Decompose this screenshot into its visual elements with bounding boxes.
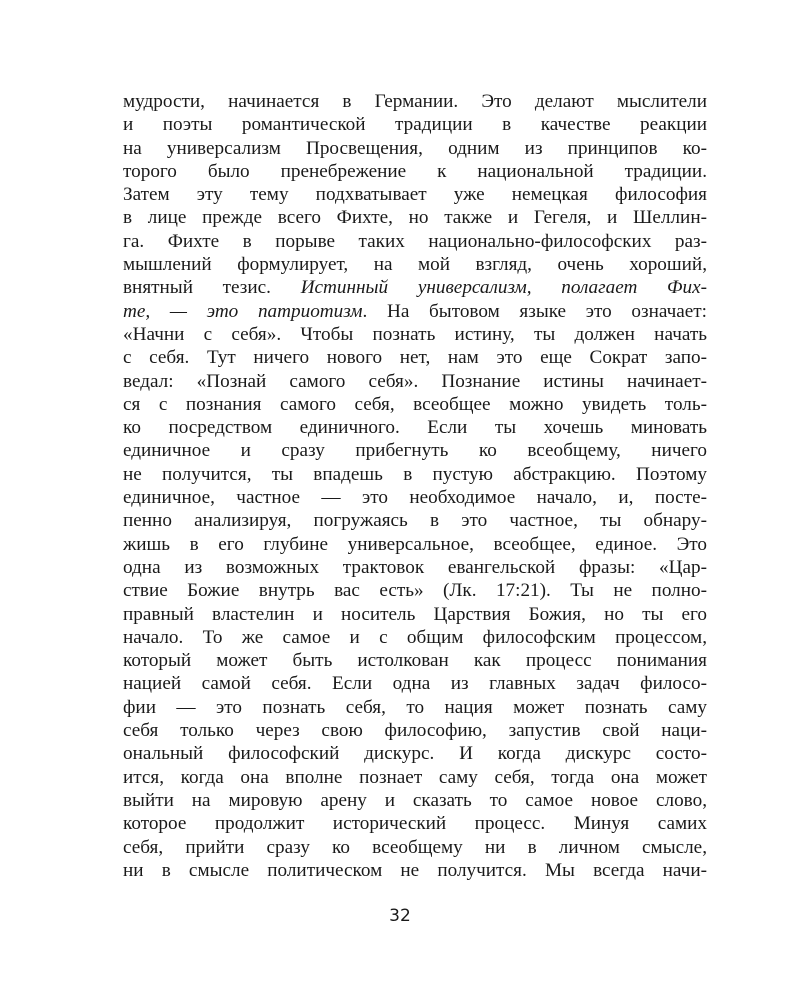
text-line: пенно анализируя, погружаясь в это частное, ты обнару- [123, 510, 707, 532]
text-line: ся с познания самого себя, всеобщее можно увидеть толь- [123, 393, 707, 415]
text-line: себя только через свою философию, запустив свой наци- [123, 720, 707, 742]
text-line: мышлений формулирует, на мой взгляд, очень хороший, [123, 254, 707, 276]
text-line: одна из возможных трактовок евангельской фразы: «Цар- [123, 556, 707, 578]
text-line: единичное, частное — это необходимое начало, и, посте- [123, 487, 707, 509]
text-line: не получится, ты впадешь в пустую абстракцию. Поэтому [123, 463, 707, 485]
text-line-with-italic [123, 276, 707, 299]
text-line: ко посредством единичного. Если ты хочешь миновать [123, 417, 707, 439]
text-line: нацией самой себя. Если одна из главных задач филосо- [123, 673, 707, 695]
text-line: ствие Божие внутрь вас есть» (Лк. 17:21). Ты не полно- [123, 580, 707, 602]
text-line: ональный философский дискурс. И когда дискурс состо- [123, 743, 707, 765]
text-line: себя, прийти сразу ко всеобщему ни в личном смысле, [123, 836, 707, 858]
italic-quote: те, — это патриотизм [123, 300, 363, 322]
text-line: ится, когда она вполне познает саму себя, тогда она может [123, 766, 707, 788]
text-line: правный властелин и носитель Царствия Божия, но ты его [123, 603, 707, 625]
text-line: с себя. Тут ничего нового нет, нам это еще Сократ запо- [123, 347, 707, 369]
text-line: единичное и сразу прибегнуть ко всеобщему, ничего [123, 440, 707, 462]
text-line: начало. То же самое и с общим философским процессом, [123, 626, 707, 648]
plain-text: . На бытовом языке это означает: [362, 300, 708, 322]
italic-quote: Истинный универсализм, полагает Фих- [300, 277, 707, 299]
text-line: торого было пренебрежение к национальной традиции. [123, 160, 707, 182]
text-line: ведал: «Познай самого себя». Познание истины начинает- [123, 370, 707, 392]
text-line: и поэты романтической традиции в качестве реакции [123, 114, 707, 136]
text-line: фии — это познать себя, то нация может познать саму [123, 696, 707, 718]
text-line: мудрости, начинается в Германии. Это делают мыслители [123, 91, 707, 112]
text-line: на универсализм Просвещения, одним из принципов ко- [123, 137, 707, 159]
text-line: которое продолжит исторический процесс. Минуя самих [123, 813, 707, 835]
text-line: в лице прежде всего Фихте, но также и Гегеля, и Шеллин- [123, 207, 707, 229]
text-line: который может быть истолкован как процесс понимания [123, 650, 707, 672]
text-line-with-italic [123, 300, 707, 323]
text-line: жишь в его глубине универсальное, всеобщее, единое. Это [123, 533, 707, 555]
text-line: «Начни с себя». Чтобы познать истину, ты должен начать [123, 323, 707, 345]
text-line: Затем эту тему подхватывает уже немецкая философия [123, 184, 707, 206]
text-line: выйти на мировую арену и сказать то самое новое слово, [123, 789, 707, 811]
text-line: ни в смысле политическом не получится. Мы всегда начи- [123, 859, 707, 881]
body-text [123, 90, 707, 882]
text-line: га. Фихте в порыве таких национально-философских раз- [123, 230, 707, 252]
page-number: 32 [389, 906, 411, 926]
plain-text: внятный тезис. [123, 277, 301, 299]
